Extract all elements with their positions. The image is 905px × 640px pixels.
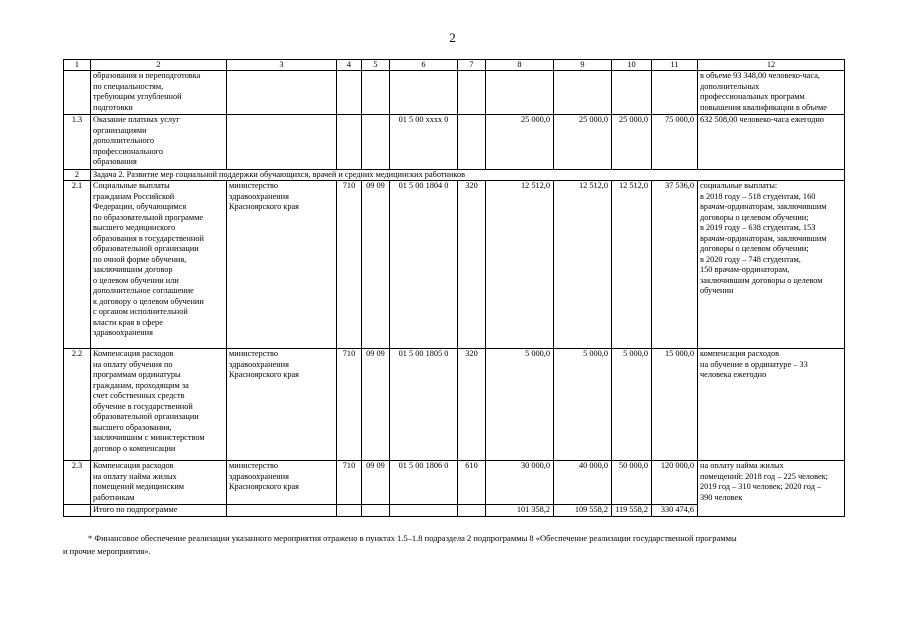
rzpr-code: 09 09 <box>362 461 390 505</box>
row-number: 2.3 <box>64 461 91 505</box>
header-cell: 12 <box>698 60 845 71</box>
header-cell: 8 <box>486 60 554 71</box>
table-row <box>64 181 845 349</box>
rzpr-code <box>362 115 390 170</box>
header-cell: 5 <box>362 60 390 71</box>
csr-code <box>390 71 458 115</box>
vr-code: 320 <box>458 181 486 349</box>
amount-total: 37 536,0 <box>652 181 698 349</box>
total-blank <box>362 505 390 517</box>
amount-2018 <box>486 71 554 115</box>
expected-result: в объеме 93 348,00 человеко-часа, дополнительных профессиональных программ повышения квалификации в объеме <box>698 71 845 115</box>
rzpr-code: 09 09 <box>362 349 390 461</box>
amount-total: 120 000,0 <box>652 461 698 505</box>
expected-result: социальные выплаты: в 2018 году – 518 студентам, 160 врачам-ординаторам, заключившим договоры о целевом обучении; в 2019 году – 638 студентам, 153 врачам-ординаторам, заключившим договоры о целевом обучении; в 2020 году – 748 студентам, 150 врачам-ординаторам, заключившим договоры о целевом обучении <box>698 181 845 349</box>
executor: министерство здравоохранения Красноярского края <box>227 349 337 461</box>
amount-2019: 5 000,0 <box>554 349 612 461</box>
column-number-row <box>64 60 845 71</box>
rzpr-code: 09 09 <box>362 181 390 349</box>
footnote-line: * Финансовое обеспечение реализации указанного мероприятия отражено в пунктах 1.5–1.8 подраздела 2 подпрограммы 8 «Обеспечение реализации государственной программы <box>88 533 737 543</box>
amount-2018: 30 000,0 <box>486 461 554 505</box>
subprogram-table-container <box>63 59 845 517</box>
total-blank <box>337 505 362 517</box>
total-2018: 101 358,2 <box>486 505 554 517</box>
grbs-code <box>337 71 362 115</box>
activity-name: Компенсация расходов на оплату обучения по программам ординатуры гражданам, проходящим за счет собственных средств обучение в государственной образовательной организации высшего образования, заключившим с министерством договор о компенсации <box>91 349 227 461</box>
total-blank <box>64 505 91 517</box>
executor: министерство здравоохранения Красноярского края <box>227 461 337 505</box>
amount-total: 75 000,0 <box>652 115 698 170</box>
csr-code: 01 5 00 1804 0 <box>390 181 458 349</box>
row-number: 2.1 <box>64 181 91 349</box>
task-row <box>64 170 845 181</box>
expected-result: 632 508,00 человеко-часа ежегодно <box>698 115 845 170</box>
table-row <box>64 71 845 115</box>
header-cell: 7 <box>458 60 486 71</box>
header-cell: 6 <box>390 60 458 71</box>
row-number <box>64 71 91 115</box>
amount-2018: 25 000,0 <box>486 115 554 170</box>
activity-name: Социальные выплаты гражданам Российской Федерации, обучающимся по образовательной программе высшего медицинского образования в государственной образовательной организации по очной форме обучения, заключившим договор о целевом обучении или дополнительное соглашение к договору о целевом обучении с органом исполнительной власти края в сфере здравоохранения <box>91 181 227 349</box>
amount-2019 <box>554 71 612 115</box>
row-number: 1.3 <box>64 115 91 170</box>
amount-2020 <box>612 71 652 115</box>
amount-2020: 12 512,0 <box>612 181 652 349</box>
activity-name: Компенсация расходов на оплату найма жилых помещений медицинским работникам <box>91 461 227 505</box>
csr-code: 01 5 00 хххх 0 <box>390 115 458 170</box>
header-cell: 11 <box>652 60 698 71</box>
total-label: Итого по подпрограмме <box>91 505 227 517</box>
csr-code: 01 5 00 1806 0 <box>390 461 458 505</box>
header-cell: 9 <box>554 60 612 71</box>
amount-total <box>652 71 698 115</box>
activity-name: Оказание платных услуг организациями дополнительного профессионального образования <box>91 115 227 170</box>
header-cell: 3 <box>227 60 337 71</box>
header-cell: 2 <box>91 60 227 71</box>
total-blank <box>227 505 337 517</box>
header-cell: 10 <box>612 60 652 71</box>
task-title: Задача 2. Развитие мер социальной поддержки обучающихся, врачей и средних медицинских работников <box>91 170 845 181</box>
amount-2019: 12 512,0 <box>554 181 612 349</box>
executor <box>227 71 337 115</box>
header-cell: 1 <box>64 60 91 71</box>
amount-total: 15 000,0 <box>652 349 698 461</box>
vr-code: 610 <box>458 461 486 505</box>
grbs-code <box>337 115 362 170</box>
total-sum: 330 474,6 <box>652 505 698 517</box>
activity-name: образования и переподготовка по специальностям, требующим углубленной подготовки <box>91 71 227 115</box>
table-row <box>64 461 845 505</box>
rzpr-code <box>362 71 390 115</box>
amount-2020: 50 000,0 <box>612 461 652 505</box>
vr-code <box>458 115 486 170</box>
grbs-code: 710 <box>337 349 362 461</box>
total-2019: 109 558,2 <box>554 505 612 517</box>
csr-code: 01 5 00 1805 0 <box>390 349 458 461</box>
amount-2020: 5 000,0 <box>612 349 652 461</box>
vr-code <box>458 71 486 115</box>
footnote-line: и прочие мероприятия». <box>63 546 151 556</box>
vr-code: 320 <box>458 349 486 461</box>
table-row <box>64 349 845 461</box>
footnote <box>63 532 863 558</box>
amount-2019: 25 000,0 <box>554 115 612 170</box>
total-blank <box>458 505 486 517</box>
header-cell: 4 <box>337 60 362 71</box>
amount-2020: 25 000,0 <box>612 115 652 170</box>
total-blank <box>390 505 458 517</box>
expected-result: на оплату найма жилых помещений: 2018 год – 225 человек; 2019 год – 310 человек; 2020 год – 390 человек <box>698 461 845 517</box>
amount-2018: 12 512,0 <box>486 181 554 349</box>
task-number: 2 <box>64 170 91 181</box>
page-number: 2 <box>449 30 456 45</box>
table-row <box>64 115 845 170</box>
expected-result: компенсация расходов на обучение в ординатуре – 33 человека ежегодно <box>698 349 845 461</box>
total-2020: 119 558,2 <box>612 505 652 517</box>
executor: министерство здравоохранения Красноярского края <box>227 181 337 349</box>
amount-2018: 5 000,0 <box>486 349 554 461</box>
amount-2019: 40 000,0 <box>554 461 612 505</box>
row-number: 2.2 <box>64 349 91 461</box>
grbs-code: 710 <box>337 461 362 505</box>
executor <box>227 115 337 170</box>
grbs-code: 710 <box>337 181 362 349</box>
subprogram-activities-table <box>63 59 845 517</box>
